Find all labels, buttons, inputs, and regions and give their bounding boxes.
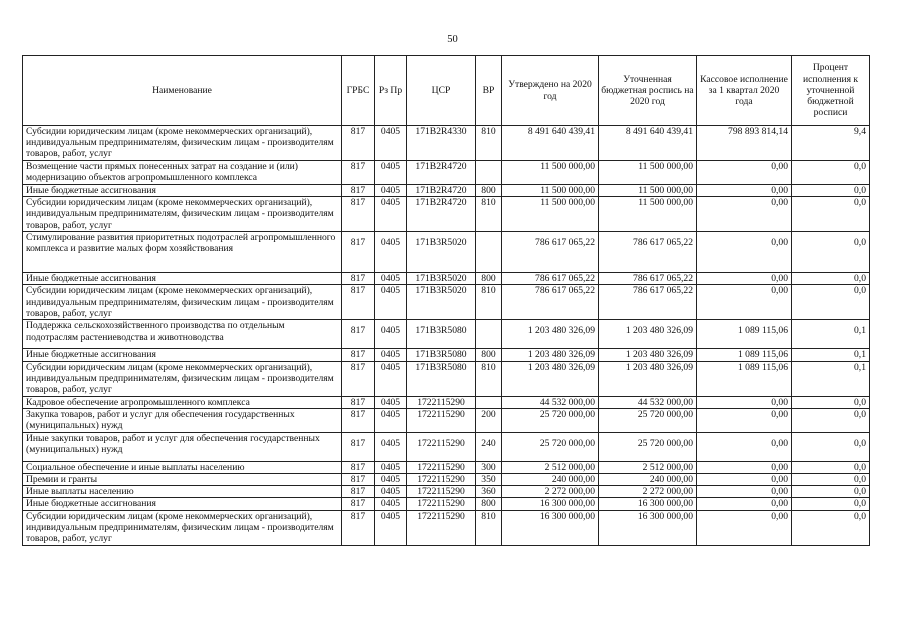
cell-refined: 25 720 000,00: [599, 408, 697, 432]
cell-rz-pr: 0405: [375, 349, 407, 361]
cell-vr: [476, 161, 502, 185]
cell-name: Иные бюджетные ассигнования: [23, 498, 342, 510]
cell-rz-pr: 0405: [375, 126, 407, 161]
table-row: [23, 161, 870, 185]
cell-rz-pr: 0405: [375, 197, 407, 232]
cell-percent: 0,1: [792, 320, 870, 349]
cell-name: Поддержка сельскохозяйственного производства по отдельным подотраслям растениеводства и животноводства: [23, 320, 342, 349]
cell-csr: 171B3R5020: [407, 273, 476, 285]
cell-csr: 1722115290: [407, 510, 476, 545]
cell-percent: 0,0: [792, 486, 870, 498]
cell-rz-pr: 0405: [375, 320, 407, 349]
cell-vr: [476, 232, 502, 273]
cell-csr: 171B2R4720: [407, 185, 476, 197]
cell-percent: 9,4: [792, 126, 870, 161]
table-row: [23, 432, 870, 461]
cell-name: Премии и гранты: [23, 474, 342, 486]
cell-name: Иные бюджетные ассигнования: [23, 349, 342, 361]
cell-rz-pr: 0405: [375, 161, 407, 185]
cell-approved: 1 203 480 326,09: [502, 320, 599, 349]
cell-grbs: 817: [342, 197, 375, 232]
cell-vr: 360: [476, 486, 502, 498]
cell-approved: 11 500 000,00: [502, 185, 599, 197]
cell-cash: 0,00: [697, 232, 792, 273]
cell-percent: 0,0: [792, 498, 870, 510]
cell-approved: 8 491 640 439,41: [502, 126, 599, 161]
cell-csr: 171B3R5080: [407, 320, 476, 349]
cell-cash: 0,00: [697, 510, 792, 545]
cell-approved: 1 203 480 326,09: [502, 349, 599, 361]
cell-percent: 0,1: [792, 349, 870, 361]
cell-vr: 810: [476, 197, 502, 232]
cell-grbs: 817: [342, 474, 375, 486]
cell-csr: 1722115290: [407, 396, 476, 408]
table-row: [23, 474, 870, 486]
header-refined: Уточненная бюджетная роспись на 2020 год: [599, 56, 697, 126]
cell-approved: 25 720 000,00: [502, 408, 599, 432]
table-row: [23, 349, 870, 361]
header-approved: Утверждено на 2020 год: [502, 56, 599, 126]
cell-refined: 240 000,00: [599, 474, 697, 486]
table-row: [23, 510, 870, 545]
cell-name: Субсидии юридическим лицам (кроме некоммерческих организаций), индивидуальным предпринимателям, физическим лицам - производителям товаров, работ, услуг: [23, 126, 342, 161]
cell-rz-pr: 0405: [375, 408, 407, 432]
table-row: [23, 486, 870, 498]
cell-grbs: 817: [342, 510, 375, 545]
cell-percent: 0,0: [792, 285, 870, 320]
cell-refined: 786 617 065,22: [599, 285, 697, 320]
table-row: [23, 461, 870, 473]
table-row: [23, 185, 870, 197]
cell-cash: 0,00: [697, 498, 792, 510]
cell-refined: 11 500 000,00: [599, 161, 697, 185]
cell-vr: 240: [476, 432, 502, 461]
table-header-row: [23, 56, 870, 126]
cell-refined: 1 203 480 326,09: [599, 361, 697, 396]
cell-refined: 786 617 065,22: [599, 273, 697, 285]
cell-name: Иные закупки товаров, работ и услуг для обеспечения государственных (муниципальных) нужд: [23, 432, 342, 461]
cell-cash: 0,00: [697, 161, 792, 185]
cell-refined: 2 272 000,00: [599, 486, 697, 498]
table-row: [23, 396, 870, 408]
cell-cash: 0,00: [697, 432, 792, 461]
cell-cash: 1 089 115,06: [697, 320, 792, 349]
table-body: [23, 126, 870, 546]
cell-refined: 2 512 000,00: [599, 461, 697, 473]
cell-rz-pr: 0405: [375, 486, 407, 498]
cell-approved: 786 617 065,22: [502, 285, 599, 320]
cell-approved: 2 272 000,00: [502, 486, 599, 498]
cell-refined: 11 500 000,00: [599, 197, 697, 232]
cell-grbs: 817: [342, 349, 375, 361]
cell-grbs: 817: [342, 185, 375, 197]
cell-approved: 2 512 000,00: [502, 461, 599, 473]
cell-name: Стимулирование развития приоритетных подотраслей агропромышленного комплекса и развитие малых форм хозяйствования: [23, 232, 342, 273]
cell-vr: 800: [476, 273, 502, 285]
cell-csr: 1722115290: [407, 498, 476, 510]
cell-vr: 810: [476, 126, 502, 161]
cell-vr: 800: [476, 349, 502, 361]
header-cash: Кассовое исполнение за 1 квартал 2020 года: [697, 56, 792, 126]
table-row: [23, 232, 870, 273]
table-row: [23, 408, 870, 432]
cell-percent: 0,0: [792, 510, 870, 545]
page-number: 50: [447, 34, 458, 45]
cell-refined: 1 203 480 326,09: [599, 320, 697, 349]
cell-rz-pr: 0405: [375, 474, 407, 486]
cell-grbs: 817: [342, 273, 375, 285]
cell-cash: 0,00: [697, 396, 792, 408]
cell-percent: 0,0: [792, 161, 870, 185]
cell-name: Субсидии юридическим лицам (кроме некоммерческих организаций), индивидуальным предпринимателям, физическим лицам - производителям товаров, работ, услуг: [23, 285, 342, 320]
cell-approved: 786 617 065,22: [502, 232, 599, 273]
cell-approved: 11 500 000,00: [502, 161, 599, 185]
cell-vr: 800: [476, 185, 502, 197]
cell-grbs: 817: [342, 361, 375, 396]
cell-rz-pr: 0405: [375, 432, 407, 461]
cell-grbs: 817: [342, 408, 375, 432]
cell-name: Возмещение части прямых понесенных затрат на создание и (или) модернизацию объектов агропромышленного комплекса: [23, 161, 342, 185]
cell-csr: 171B3R5020: [407, 285, 476, 320]
cell-vr: 810: [476, 361, 502, 396]
cell-approved: 11 500 000,00: [502, 197, 599, 232]
cell-csr: 171B3R5080: [407, 361, 476, 396]
cell-cash: 0,00: [697, 486, 792, 498]
cell-grbs: 817: [342, 320, 375, 349]
cell-grbs: 817: [342, 232, 375, 273]
cell-rz-pr: 0405: [375, 273, 407, 285]
cell-csr: 171B2R4720: [407, 197, 476, 232]
cell-cash: 0,00: [697, 197, 792, 232]
cell-percent: 0,0: [792, 396, 870, 408]
cell-grbs: 817: [342, 285, 375, 320]
cell-cash: 798 893 814,14: [697, 126, 792, 161]
cell-percent: 0,0: [792, 185, 870, 197]
table-row: [23, 126, 870, 161]
cell-percent: 0,0: [792, 432, 870, 461]
cell-csr: 1722115290: [407, 461, 476, 473]
cell-csr: 171B2R4720: [407, 161, 476, 185]
cell-name: Субсидии юридическим лицам (кроме некоммерческих организаций), индивидуальным предпринимателям, физическим лицам - производителям товаров, работ, услуг: [23, 510, 342, 545]
cell-csr: 171B3R5080: [407, 349, 476, 361]
cell-percent: 0,0: [792, 461, 870, 473]
cell-rz-pr: 0405: [375, 285, 407, 320]
cell-percent: 0,0: [792, 474, 870, 486]
cell-vr: [476, 396, 502, 408]
cell-rz-pr: 0405: [375, 498, 407, 510]
cell-csr: 1722115290: [407, 432, 476, 461]
table-row: [23, 361, 870, 396]
cell-refined: 8 491 640 439,41: [599, 126, 697, 161]
cell-cash: 1 089 115,06: [697, 349, 792, 361]
header-name: Наименование: [23, 56, 342, 126]
cell-percent: 0,1: [792, 361, 870, 396]
cell-approved: 44 532 000,00: [502, 396, 599, 408]
header-percent: Процент исполнения к уточненной бюджетной росписи: [792, 56, 870, 126]
cell-cash: 0,00: [697, 273, 792, 285]
header-vr: ВР: [476, 56, 502, 126]
cell-name: Иные бюджетные ассигнования: [23, 273, 342, 285]
cell-vr: 200: [476, 408, 502, 432]
cell-csr: 171B2R4330: [407, 126, 476, 161]
cell-grbs: 817: [342, 396, 375, 408]
header-rz-pr: Рз Пр: [375, 56, 407, 126]
cell-rz-pr: 0405: [375, 185, 407, 197]
header-csr: ЦСР: [407, 56, 476, 126]
header-grbs: ГРБС: [342, 56, 375, 126]
cell-approved: 240 000,00: [502, 474, 599, 486]
cell-refined: 44 532 000,00: [599, 396, 697, 408]
cell-vr: [476, 320, 502, 349]
cell-refined: 1 203 480 326,09: [599, 349, 697, 361]
cell-vr: 800: [476, 498, 502, 510]
cell-name: Субсидии юридическим лицам (кроме некоммерческих организаций), индивидуальным предпринимателям, физическим лицам - производителям товаров, работ, услуг: [23, 361, 342, 396]
cell-csr: 1722115290: [407, 474, 476, 486]
cell-percent: 0,0: [792, 232, 870, 273]
cell-vr: 810: [476, 510, 502, 545]
cell-percent: 0,0: [792, 408, 870, 432]
cell-percent: 0,0: [792, 273, 870, 285]
cell-approved: 786 617 065,22: [502, 273, 599, 285]
cell-csr: 171B3R5020: [407, 232, 476, 273]
cell-grbs: 817: [342, 461, 375, 473]
cell-approved: 1 203 480 326,09: [502, 361, 599, 396]
cell-grbs: 817: [342, 161, 375, 185]
cell-refined: 16 300 000,00: [599, 510, 697, 545]
cell-vr: 810: [476, 285, 502, 320]
cell-refined: 11 500 000,00: [599, 185, 697, 197]
table-row: [23, 320, 870, 349]
cell-rz-pr: 0405: [375, 396, 407, 408]
cell-grbs: 817: [342, 498, 375, 510]
cell-refined: 16 300 000,00: [599, 498, 697, 510]
table-row: [23, 197, 870, 232]
cell-name: Субсидии юридическим лицам (кроме некоммерческих организаций), индивидуальным предпринимателям, физическим лицам - производителям товаров, работ, услуг: [23, 197, 342, 232]
table-row: [23, 273, 870, 285]
cell-rz-pr: 0405: [375, 361, 407, 396]
cell-approved: 25 720 000,00: [502, 432, 599, 461]
table-row: [23, 498, 870, 510]
cell-name: Закупка товаров, работ и услуг для обеспечения государственных (муниципальных) нужд: [23, 408, 342, 432]
cell-percent: 0,0: [792, 197, 870, 232]
cell-grbs: 817: [342, 432, 375, 461]
table-row: [23, 285, 870, 320]
cell-cash: 1 089 115,06: [697, 361, 792, 396]
cell-name: Социальное обеспечение и иные выплаты населению: [23, 461, 342, 473]
cell-vr: 300: [476, 461, 502, 473]
cell-rz-pr: 0405: [375, 510, 407, 545]
cell-name: Кадровое обеспечение агропромышленного комплекса: [23, 396, 342, 408]
cell-refined: 25 720 000,00: [599, 432, 697, 461]
cell-grbs: 817: [342, 126, 375, 161]
cell-rz-pr: 0405: [375, 232, 407, 273]
cell-name: Иные выплаты населению: [23, 486, 342, 498]
cell-cash: 0,00: [697, 285, 792, 320]
cell-cash: 0,00: [697, 461, 792, 473]
cell-approved: 16 300 000,00: [502, 498, 599, 510]
cell-approved: 16 300 000,00: [502, 510, 599, 545]
cell-cash: 0,00: [697, 408, 792, 432]
budget-table: [22, 55, 870, 546]
cell-csr: 1722115290: [407, 408, 476, 432]
cell-vr: 350: [476, 474, 502, 486]
cell-csr: 1722115290: [407, 486, 476, 498]
cell-cash: 0,00: [697, 474, 792, 486]
cell-refined: 786 617 065,22: [599, 232, 697, 273]
cell-cash: 0,00: [697, 185, 792, 197]
cell-rz-pr: 0405: [375, 461, 407, 473]
cell-grbs: 817: [342, 486, 375, 498]
cell-name: Иные бюджетные ассигнования: [23, 185, 342, 197]
